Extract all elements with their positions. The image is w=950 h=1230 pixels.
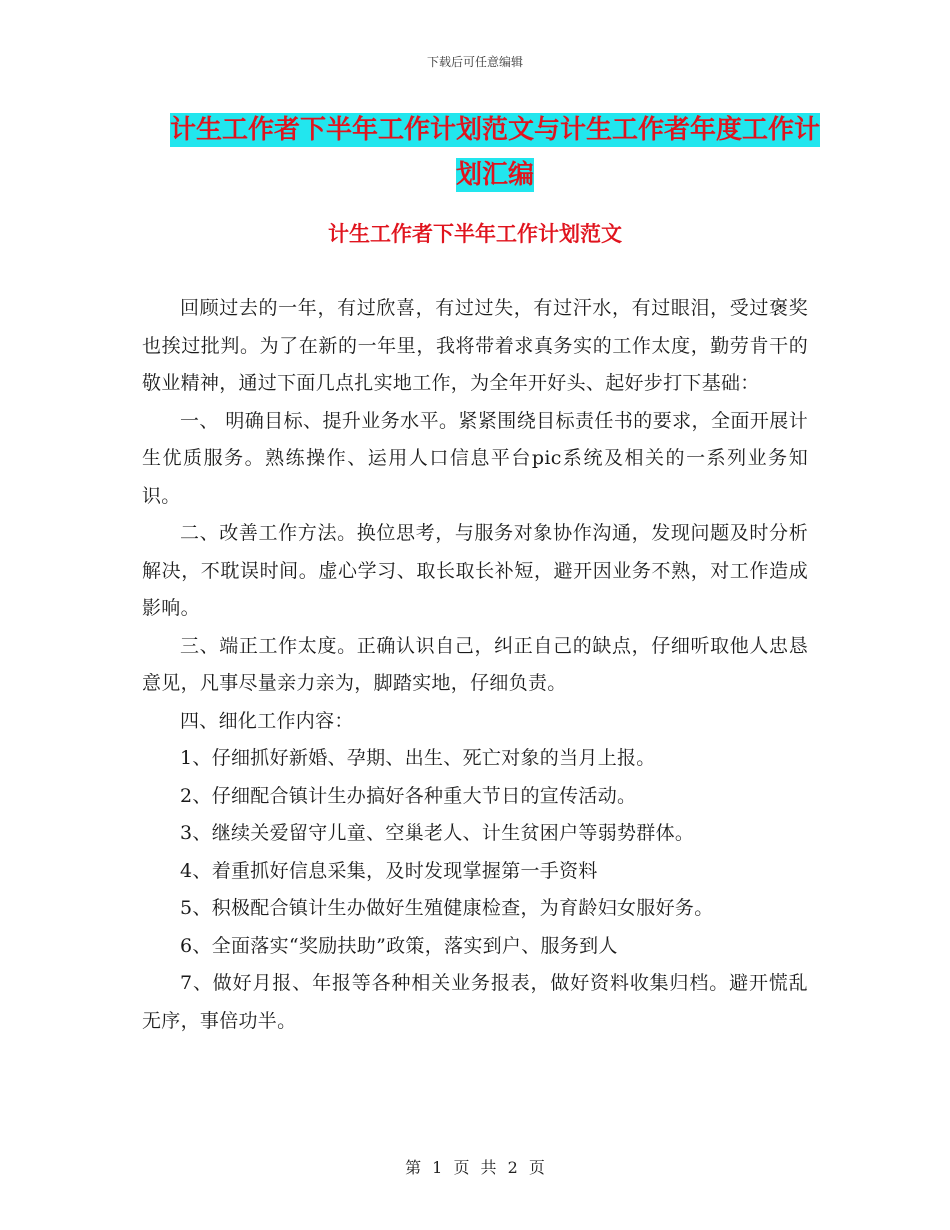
section-title: 计生工作者下半年工作计划范文 bbox=[328, 222, 622, 246]
document-main-title bbox=[160, 108, 830, 198]
list-item: 7、做好月报、年报等各种相关业务报表，做好资料收集归档。避开慌乱无序，事倍功半。 bbox=[142, 972, 808, 1032]
list-item: 1、仔细抓好新婚、孕期、出生、死亡对象的当月上报。 bbox=[180, 747, 656, 769]
list-item: 2、仔细配合镇计生办搞好各种重大节日的宣传活动。 bbox=[180, 784, 637, 807]
main-title-highlight: 计生工作者下半年工作计划范文与计生工作者年度工作计划汇编 bbox=[169, 115, 820, 190]
paragraph-item-1: 一、 明确目标、提升业务水平。紧紧围绕目标责任书的要求，全面开展计生优质服务。熟练操作、运用人口信息平台pic系统及相关的一系列业务知识。 bbox=[142, 409, 808, 507]
list-item: 5、积极配合镇计生办做好生殖健康检查，为育龄妇女服好务。 bbox=[180, 897, 714, 919]
paragraph-item-4: 四、细化工作内容： bbox=[180, 709, 354, 732]
list-item: 6、全面落实“奖励扶助”政策，落实到户、服务到人 bbox=[180, 934, 618, 957]
page-number: 第 1 页 共 2 页 bbox=[405, 1158, 545, 1177]
paragraph-item-2: 二、改善工作方法。换位思考，与服务对象协作沟通，发现问题及时分析解决，不耽误时间。虚心学习、取长取长补短，避开因业务不熟，对工作造成影响。 bbox=[142, 522, 808, 619]
page-header-note: 下载后可任意编辑 bbox=[426, 55, 523, 69]
document-body bbox=[142, 290, 808, 1040]
paragraph-intro: 回顾过去的一年，有过欣喜，有过过失，有过汗水，有过眼泪，受过褒奖也挨过批判。为了在新的一年里，我将带着求真务实的工作太度，勤劳肯干的敬业精神，通过下面几点扎实地工作，为全年开好头、起好步打下基础： bbox=[142, 297, 808, 394]
list-item: 3、继续关爱留守儿童、空巢老人、计生贫困户等弱势群体。 bbox=[180, 822, 695, 844]
list-item: 4、着重抓好信息采集，及时发现掌握第一手资料 bbox=[180, 859, 598, 882]
paragraph-item-3: 三、端正工作太度。正确认识自己，纠正自己的缺点，仔细听取他人忠恳意见，凡事尽量亲力亲为，脚踏实地，仔细负责。 bbox=[142, 634, 808, 694]
